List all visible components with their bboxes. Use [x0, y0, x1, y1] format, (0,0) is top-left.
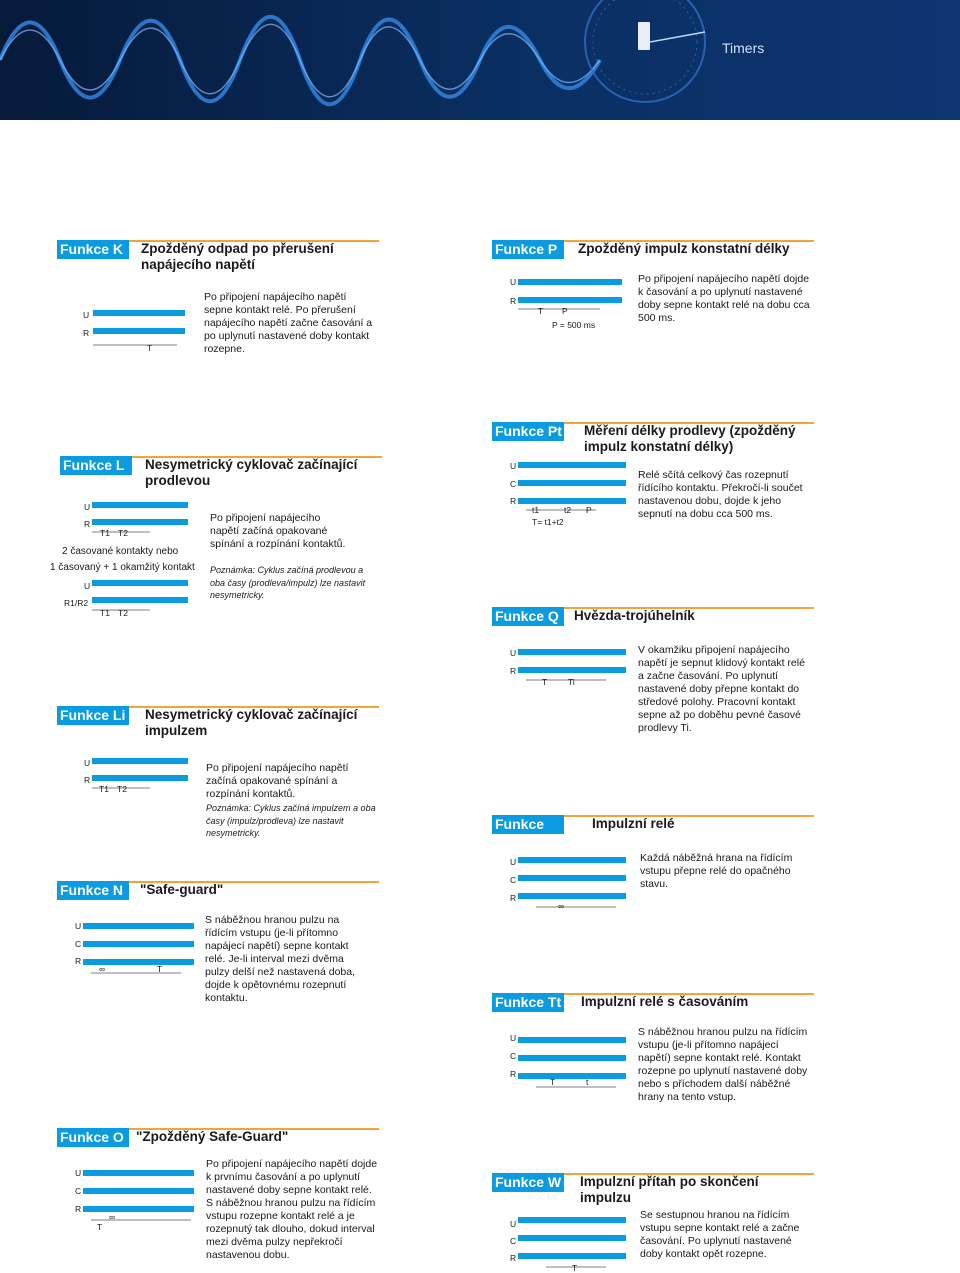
- label-u: U: [83, 310, 90, 320]
- badge-funkce-o: Funkce O: [57, 1128, 129, 1147]
- label-c: C: [510, 875, 517, 885]
- desc-funkce-tt: S náběžnou hranou pulzu na řídícím vstupu (je-li přítomno napájecí napětí) sepne kontakt relé. Kontakt rozepne po uplynutí nastavené doby nebo s příchodem další náběžné hrany na tento vstup.: [638, 1026, 808, 1103]
- section-funkce-pt: [492, 422, 814, 542]
- label-t: T: [538, 306, 544, 316]
- badge-funkce-tl: Funkce TL: [492, 815, 564, 834]
- label-t: T: [572, 1263, 578, 1273]
- label-r: R: [510, 1253, 517, 1263]
- desc-funkce-n: S náběžnou hranou pulzu na řídícím vstupu (je-li přítomno napájecí napětí) sepne kontakt relé. Je-li interval mezi dvěma pulzy delší než nastavená doba, dojde k opětovnému rozepnutí kontaktu.: [205, 914, 356, 1004]
- title-funkce-tl: Impulzní relé: [592, 816, 675, 831]
- label-t1: T1: [99, 784, 109, 794]
- label-t1: T1: [100, 528, 110, 538]
- section-funkce-q: [492, 607, 814, 742]
- label-u: U: [510, 857, 517, 867]
- label-c: C: [510, 1236, 517, 1246]
- badge-funkce-li: Funkce Li: [57, 706, 129, 725]
- label-r: R: [510, 296, 517, 306]
- desc-funkce-w: Se sestupnou hranou na řídícím vstupu sepne kontakt relé a začne časování. Po uplynutí nastavené doby kontakt opět rozepne.: [640, 1209, 800, 1260]
- badge-funkce-l: Funkce L: [60, 456, 132, 475]
- label-r: R: [84, 775, 91, 785]
- label-ti: Ti: [568, 677, 575, 687]
- desc-funkce-l: Po připojení napájecího napětí začíná opakované spínání a rozpínání kontaktů.: [210, 512, 346, 550]
- desc-funkce-k: Po připojení napájecího napětí sepne kontakt relé. Po přerušení napájecího napětí začne časování a po uplynutí nastavené doby kontakt rozepne.: [204, 291, 373, 355]
- timing-diagram-w: [516, 1215, 628, 1270]
- label-c: C: [75, 939, 82, 949]
- label-u: U: [510, 648, 517, 658]
- label-c: C: [75, 1186, 82, 1196]
- title-funkce-q: Hvězda-trojúhelník: [574, 608, 695, 623]
- desc-funkce-pt: Relé sčítá celkový čas rozepnutí řídícího kontaktu. Překročí-li součet nastavenou dobu, dojde k jeho sepnutí na dobu cca 500 ms.: [638, 469, 803, 520]
- label-p: P: [586, 505, 592, 515]
- title-funkce-n: "Safe-guard": [140, 882, 224, 897]
- label-t2: t2: [564, 505, 572, 515]
- desc-funkce-tl: Každá náběžná hrana na řídícím vstupu přepne relé do opačného stavu.: [640, 852, 793, 890]
- badge-funkce-p: Funkce P: [492, 240, 564, 259]
- label-t: T: [97, 1222, 103, 1232]
- label-r: R: [510, 496, 517, 506]
- note-funkce-li: Poznámka: Cyklus začíná impulzem a oba časy (impulz/prodleva) lze nastavit nesymetricky.: [206, 803, 376, 838]
- timing-diagram-tl: [516, 855, 628, 915]
- label-r: R: [510, 893, 517, 903]
- timing-diagram-tt: [516, 1035, 628, 1095]
- label-r: R: [84, 519, 91, 529]
- label-u: U: [510, 1219, 517, 1229]
- section-funkce-l: [50, 456, 390, 621]
- label-infinity: ∞: [109, 1212, 116, 1222]
- banner-title: Timers: [722, 40, 765, 56]
- label-p: P: [562, 306, 568, 316]
- section-funkce-n: [57, 881, 387, 1011]
- title-funkce-tt: Impulzní relé s časováním: [581, 994, 749, 1009]
- label-t2: T2: [118, 528, 128, 538]
- label-r: R: [510, 666, 517, 676]
- label-c: C: [510, 479, 517, 489]
- section-funkce-p: [492, 240, 814, 340]
- title-funkce-o: "Zpožděný Safe-Guard": [136, 1129, 289, 1144]
- desc-funkce-q: V okamžiku připojení napájecího napětí je sepnut klidový kontakt relé a začne časování. Po uplynutí nastavené doby přepne kontakt do středové polohy. Pracovní kontakt sepne až po doběhu pevné časové prodlevy Ti.: [638, 644, 805, 734]
- desc-funkce-p: Po připojení napájecího napětí dojde k časování a po uplynutí nastavené doby sepne kontakt relé na dobu cca 500 ms.: [638, 273, 810, 324]
- section-funkce-o: [57, 1128, 387, 1268]
- badge-funkce-n: Funkce N: [57, 881, 129, 900]
- label-t2: T2: [117, 784, 127, 794]
- label-infinity: ∞: [558, 901, 565, 911]
- timing-diagram-o: [81, 1168, 196, 1228]
- label-r: R: [510, 1069, 517, 1079]
- badge-funkce-q: Funkce Q: [492, 607, 564, 626]
- label-t: T: [542, 677, 548, 687]
- label-u-2: U: [84, 581, 91, 591]
- contacts-option-1: 2 časované kontakty nebo: [62, 546, 179, 557]
- label-infinity: ∞: [99, 964, 106, 974]
- label-p-value: P = 500 ms: [552, 320, 596, 330]
- section-funkce-tl: [492, 815, 814, 915]
- label-u: U: [510, 461, 517, 471]
- label-r1-r2: R1/R2: [64, 598, 89, 608]
- label-u: U: [75, 921, 82, 931]
- title-funkce-pt: Měření délky prodlevy (zpožděný impulz konstatní délky): [584, 423, 796, 454]
- desc-funkce-o: Po připojení napájecího napětí dojde k prvnímu časování a po uplynutí nastavené doby sepne kontakt relé. S náběžnou hranou pulzu na řídícím vstupu rozepne kontakt relé a je rozepnutý tak dlouho, dokud interval mezi dvěma pulzy nepřekročí nastavenou dobu.: [206, 1158, 378, 1261]
- section-funkce-k: [57, 240, 382, 360]
- header-banner: [0, 0, 960, 120]
- note-funkce-l: Poznámka: Cyklus začíná prodlevou a oba časy (prodleva/impulz) lze nastavit nesymetricky.: [210, 565, 366, 600]
- label-t1: t1: [532, 505, 540, 515]
- label-u: U: [510, 1033, 517, 1043]
- title-funkce-w: Impulzní přítah po skončení impulzu: [580, 1174, 759, 1205]
- section-funkce-w: [492, 1173, 814, 1273]
- badge-funkce-pt: Funkce Pt: [492, 422, 564, 441]
- label-r: R: [75, 1204, 82, 1214]
- label-t: T: [157, 964, 163, 974]
- waveform-graphic: [0, 0, 960, 120]
- label-t-lower: t: [586, 1077, 589, 1087]
- desc-funkce-li: Po připojení napájecího napětí začíná opakované spínání a rozpínání kontaktů.: [206, 762, 349, 800]
- label-sum: T= t1+t2: [532, 517, 564, 527]
- title-funkce-li: Nesymetrický cyklovač začínající impulzem: [145, 707, 358, 738]
- label-c: C: [510, 1051, 517, 1061]
- section-funkce-li: [57, 706, 387, 846]
- label-t: T: [147, 343, 153, 353]
- label-r: R: [75, 956, 82, 966]
- title-funkce-p: Zpožděný impulz konstatní délky: [578, 241, 790, 256]
- contacts-option-2: 1 časovaný + 1 okamžitý kontakt: [50, 562, 195, 573]
- label-t1-2: T1: [100, 608, 110, 618]
- title-funkce-k: Zpožděný odpad po přerušení napájecího napětí: [141, 241, 334, 272]
- title-funkce-l: Nesymetrický cyklovač začínající prodlevou: [145, 457, 358, 488]
- badge-funkce-tt: Funkce Tt: [492, 993, 564, 1012]
- label-t: T: [550, 1077, 556, 1087]
- section-funkce-tt: [492, 993, 814, 1108]
- label-u: U: [510, 277, 517, 287]
- label-u: U: [84, 758, 91, 768]
- label-r: R: [83, 328, 90, 338]
- label-u: U: [75, 1168, 82, 1178]
- timing-diagram-k: [57, 300, 192, 355]
- badge-funkce-k: Funkce K: [57, 240, 129, 259]
- label-t2-2: T2: [118, 608, 128, 618]
- timing-diagram-p: [510, 276, 630, 316]
- badge-funkce-w: Funkce W: [492, 1173, 564, 1192]
- label-u: U: [84, 502, 91, 512]
